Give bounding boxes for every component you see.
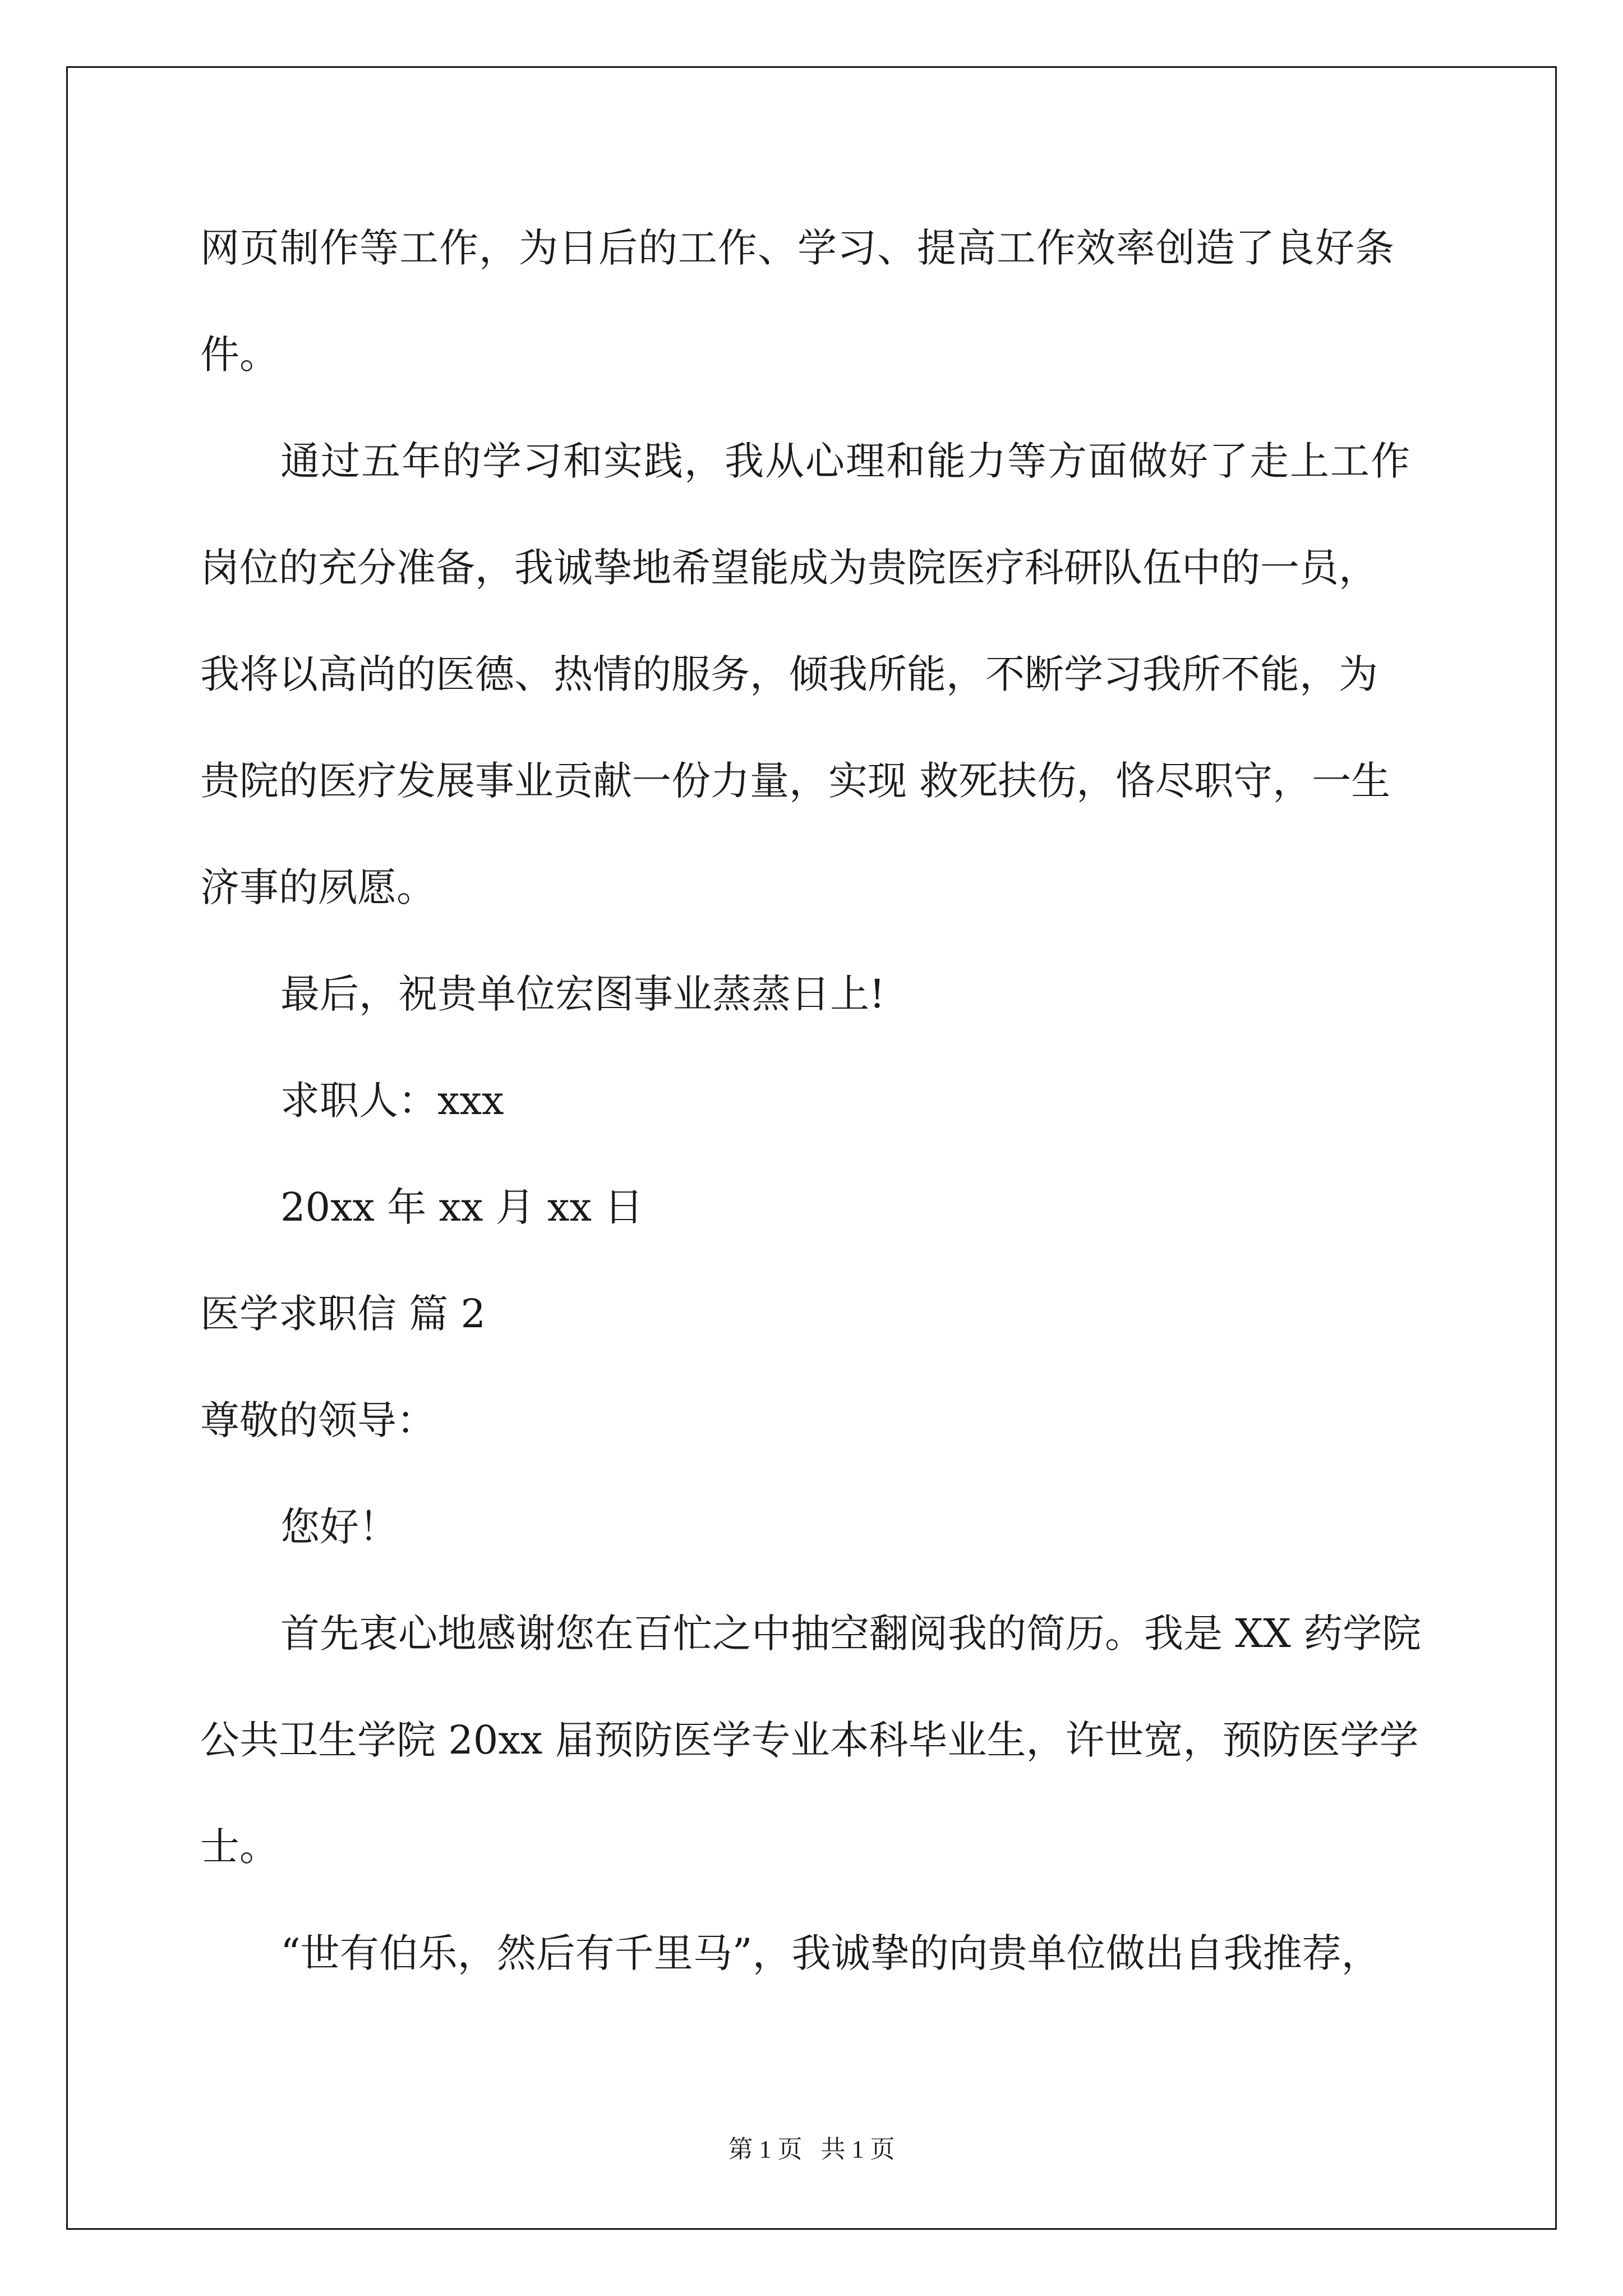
section-heading: 医学求职信 篇 2 bbox=[200, 1291, 486, 1337]
body-line: 我将以高尚的医德、热情的服务，倾我所能，不断学习我所不能，为 bbox=[200, 651, 1378, 697]
body-line: 公共卫生学院 20xx 届预防医学专业本科毕业生，许世宽，预防医学学 bbox=[200, 1717, 1419, 1763]
body-line: 济事的夙愿。 bbox=[200, 864, 436, 910]
body-line: “世有伯乐，然后有千里马”，我诚挚的向贵单位做出自我推荐， bbox=[280, 1930, 1381, 1976]
greeting: 您好！ bbox=[280, 1504, 398, 1550]
signature-line: 求职人：xxx bbox=[280, 1078, 504, 1124]
salutation: 尊敬的领导： bbox=[200, 1397, 436, 1443]
body-line: 通过五年的学习和实践，我从心理和能力等方面做好了走上工作 bbox=[280, 438, 1411, 484]
body-line: 首先衷心地感谢您在百忙之中抽空翻阅我的简历。我是 XX 药学院 bbox=[280, 1611, 1422, 1657]
body-line: 网页制作等工作，为日后的工作、学习、提高工作效率创造了良好条 bbox=[200, 225, 1395, 271]
body-line: 贵院的医疗发展事业贡献一份力量，实现 救死扶伤，恪尽职守，一生 bbox=[200, 758, 1391, 804]
page-border bbox=[66, 66, 1557, 2230]
body-line: 件。 bbox=[200, 332, 279, 378]
body-line: 士。 bbox=[200, 1824, 279, 1870]
body-line: 岗位的充分准备，我诚挚地希望能成为贵院医疗科研队伍中的一员， bbox=[200, 545, 1378, 591]
date-line: 20xx 年 xx 月 xx 日 bbox=[280, 1184, 644, 1230]
body-line: 最后，祝贵单位宏图事业蒸蒸日上! bbox=[280, 971, 886, 1017]
page-number-footer: 第 1 页 共 1 页 bbox=[728, 2136, 895, 2163]
